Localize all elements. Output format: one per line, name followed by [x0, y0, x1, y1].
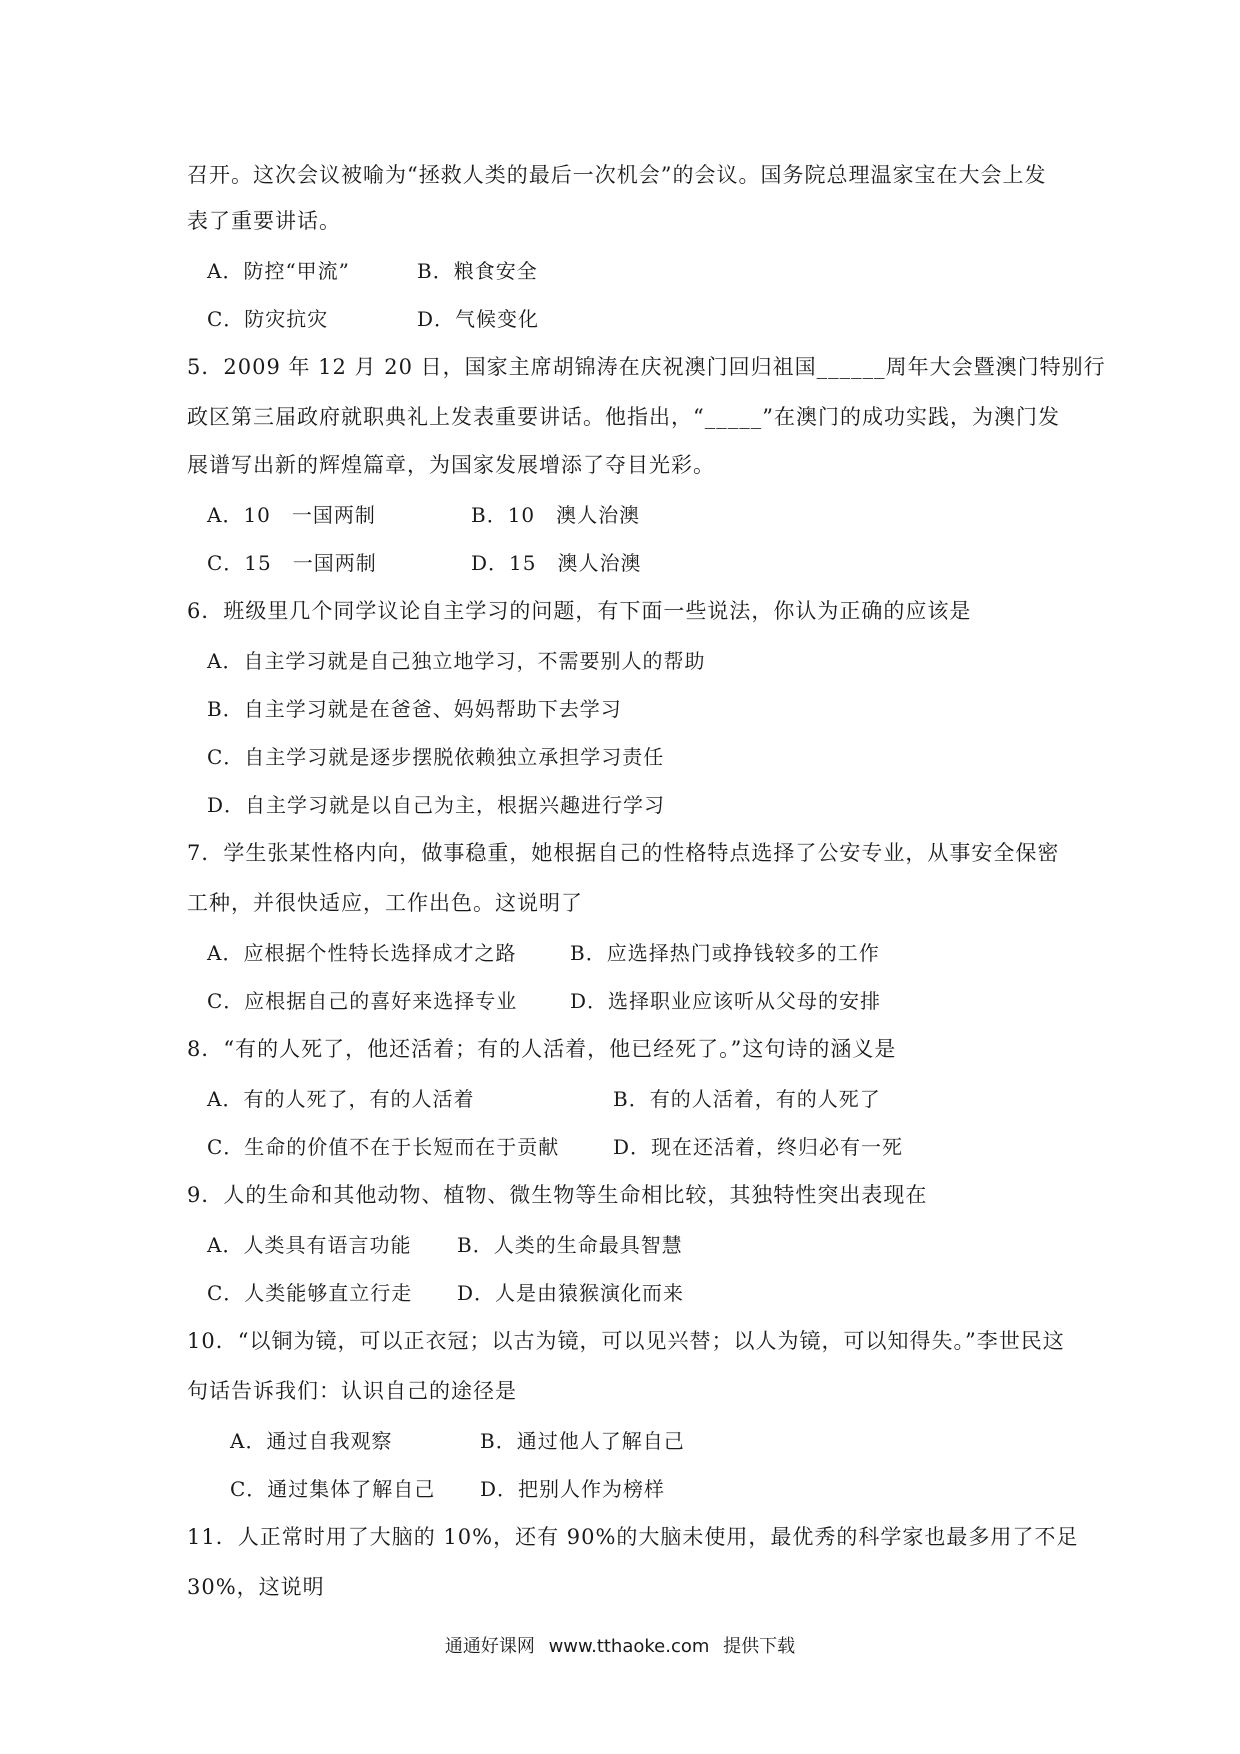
option-c: C．通过集体了解自己 [230, 1477, 436, 1501]
footer-site-name: 通通好课网 [444, 1636, 535, 1657]
option-a: A．10 一国两制 [207, 503, 376, 527]
option-d: D．气候变化 [417, 307, 540, 331]
question-9-line-1: 9．人的生命和其他动物、植物、微生物等生命相比较，其独特性突出表现在 [187, 1183, 928, 1207]
page-footer [0, 1634, 1240, 1660]
footer-suffix: 提供下载 [723, 1636, 796, 1657]
option-d: D．选择职业应该听从父母的安排 [570, 989, 882, 1013]
option-c: C．自主学习就是逐步摆脱依赖独立承担学习责任 [207, 745, 665, 769]
option-c: C．防灾抗灾 [207, 307, 329, 331]
option-d: D．自主学习就是以自己为主，根据兴趣进行学习 [207, 793, 666, 817]
option-a: A．应根据个性特长选择成才之路 [207, 941, 517, 965]
option-b: B．通过他人了解自己 [480, 1429, 685, 1453]
question-6-line-1: 6．班级里几个同学议论自主学习的问题，有下面一些说法，你认为正确的应该是 [187, 599, 972, 623]
option-c: C．人类能够直立行走 [207, 1281, 413, 1305]
question-text-line: 表了重要讲话。 [187, 209, 341, 233]
option-d: D．现在还活着，终归必有一死 [613, 1135, 904, 1159]
question-5-line-2: 政区第三届政府就职典礼上发表重要讲话。他指出，“_____”在澳门的成功实践，为澳门发 [187, 405, 1060, 429]
option-b: B．应选择热门或挣钱较多的工作 [570, 941, 880, 965]
option-c: C．应根据自己的喜好来选择专业 [207, 989, 518, 1013]
option-d: D．人是由猿猴演化而来 [457, 1281, 685, 1305]
question-5-line-3: 展谱写出新的辉煌篇章，为国家发展增添了夺目光彩。 [187, 453, 715, 477]
option-d: D．把别人作为榜样 [480, 1477, 666, 1501]
option-b: B．人类的生命最具智慧 [457, 1233, 683, 1257]
option-a: A．自主学习就是自己独立地学习，不需要别人的帮助 [207, 649, 706, 673]
option-a: A．通过自我观察 [230, 1429, 393, 1453]
question-text-line: 召开。这次会议被喻为“拯救人类的最后一次机会”的会议。国务院总理温家宝在大会上发 [187, 163, 1047, 187]
option-a: A．人类具有语言功能 [207, 1233, 412, 1257]
question-5-line-1: 5．2009 年 12 月 20 日，国家主席胡锦涛在庆祝澳门回归祖国______周年大会暨澳门特别行 [187, 355, 1106, 379]
question-10-line-2: 句话告诉我们：认识自己的途径是 [187, 1379, 517, 1403]
question-7-line-1: 7．学生张某性格内向，做事稳重，她根据自己的性格特点选择了公安专业，从事安全保密 [187, 841, 1060, 865]
option-a: A．有的人死了，有的人活着 [207, 1087, 475, 1111]
question-10-line-1: 10．“以铜为镜，可以正衣冠；以古为镜，可以见兴替；以人为镜，可以知得失。”李世民这 [187, 1329, 1065, 1353]
option-a: A．防控“甲流” [207, 259, 350, 283]
question-7-line-2: 工种，并很快适应，工作出色。这说明了 [187, 891, 583, 915]
question-8-line-1: 8．“有的人死了，他还活着；有的人活着，他已经死了。”这句诗的涵义是 [187, 1037, 897, 1061]
option-b: B．有的人活着，有的人死了 [613, 1087, 881, 1111]
option-c: C．生命的价值不在于长短而在于贡献 [207, 1135, 560, 1159]
option-b: B．粮食安全 [417, 259, 538, 283]
option-b: B．10 澳人治澳 [471, 503, 641, 527]
option-c: C．15 一国两制 [207, 551, 377, 575]
question-11-line-1: 11．人正常时用了大脑的 10%，还有 90%的大脑未使用，最优秀的科学家也最多用了不足 [187, 1525, 1079, 1549]
option-b: B．自主学习就是在爸爸、妈妈帮助下去学习 [207, 697, 622, 721]
option-d: D．15 澳人治澳 [471, 551, 642, 575]
question-11-line-2: 30%，这说明 [187, 1575, 325, 1599]
footer-url[interactable]: www.tthaoke.com [548, 1636, 710, 1657]
